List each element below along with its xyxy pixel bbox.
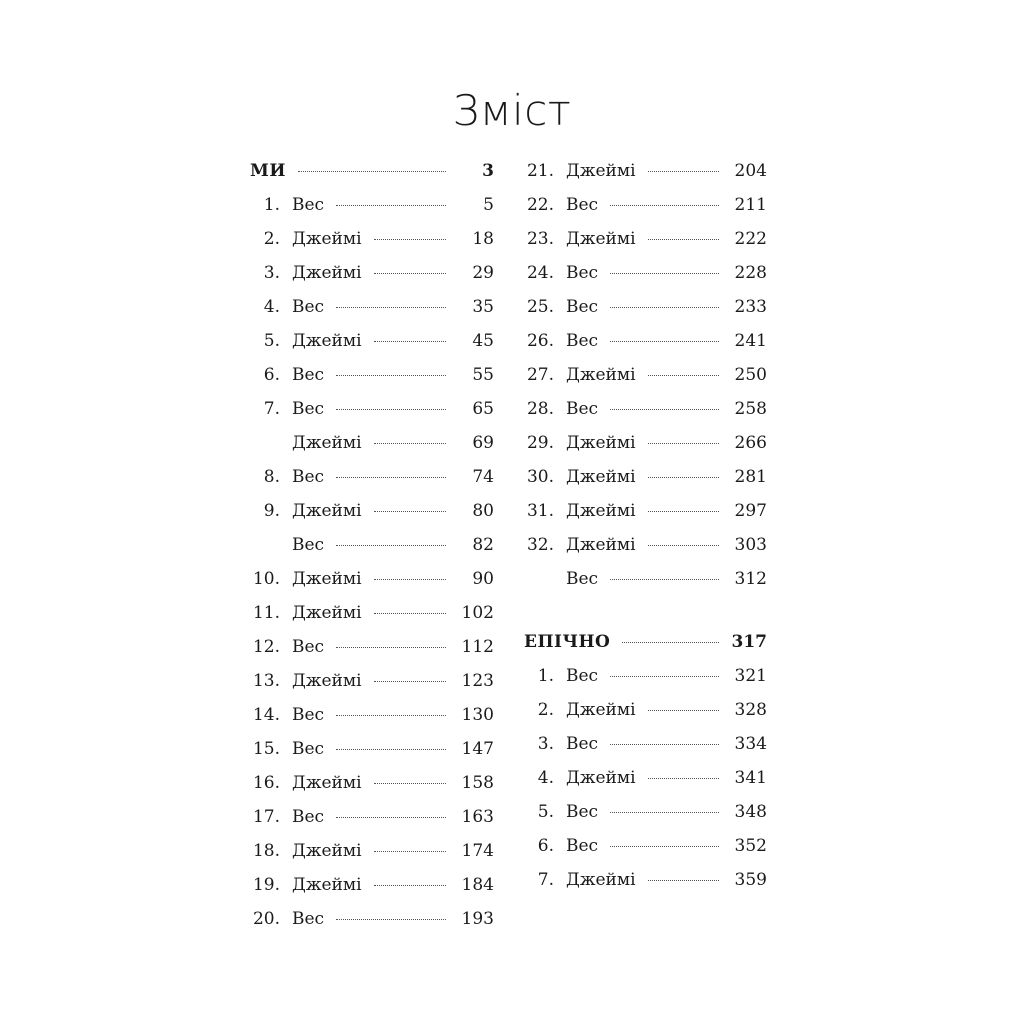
- chapter-title: Вес: [292, 909, 325, 929]
- chapter-number: 6.: [537, 836, 554, 856]
- page-number: 69: [472, 433, 494, 453]
- chapter-title: Джеймі: [292, 603, 362, 623]
- dot-leader: [298, 171, 446, 172]
- chapter-number: 30.: [526, 467, 554, 487]
- page-number: 341: [734, 768, 767, 788]
- chapter-number: 23.: [526, 229, 554, 249]
- toc-entry: [524, 426, 767, 460]
- chapter-title: Джеймі: [292, 501, 362, 521]
- toc-entry: [250, 902, 494, 936]
- page-number: 82: [472, 535, 494, 555]
- toc-entry: [250, 290, 494, 324]
- toc-entry: [250, 222, 494, 256]
- toc-section-heading: [250, 154, 494, 188]
- toc-entry: [250, 188, 494, 222]
- page-number: 130: [461, 705, 494, 725]
- page-number: 55: [472, 365, 494, 385]
- toc-entry: [524, 460, 767, 494]
- chapter-number: 8.: [263, 467, 280, 487]
- page-number: 18: [472, 229, 494, 249]
- toc-entry: [524, 795, 767, 829]
- toc-entry: [524, 562, 767, 596]
- chapter-number: 24.: [526, 263, 554, 283]
- chapter-number: 4.: [263, 297, 280, 317]
- page-number: 204: [734, 161, 767, 181]
- chapter-number: 15.: [252, 739, 280, 759]
- chapter-title: Вес: [292, 365, 325, 385]
- dot-leader: [648, 443, 719, 444]
- chapter-number: 1.: [537, 666, 554, 686]
- toc-entry: [250, 256, 494, 290]
- page-title: Зміст: [452, 86, 572, 135]
- chapter-number: 5.: [263, 331, 280, 351]
- chapter-number: 31.: [526, 501, 554, 521]
- chapter-number: 14.: [252, 705, 280, 725]
- page-number: 158: [461, 773, 494, 793]
- chapter-number: 20.: [252, 909, 280, 929]
- dot-leader: [610, 205, 719, 206]
- page-number: 29: [472, 263, 494, 283]
- dot-leader: [336, 647, 446, 648]
- page-number: 112: [461, 637, 494, 657]
- page-number: 228: [734, 263, 767, 283]
- dot-leader: [648, 880, 719, 881]
- toc-entry: [250, 664, 494, 698]
- chapter-title: Вес: [566, 263, 599, 283]
- chapter-title: Вес: [566, 802, 599, 822]
- page-number: 359: [734, 870, 767, 890]
- chapter-title: Вес: [292, 807, 325, 827]
- chapter-title: Джеймі: [292, 841, 362, 861]
- page-number: 352: [734, 836, 767, 856]
- chapter-title: Вес: [292, 637, 325, 657]
- chapter-number: 13.: [252, 671, 280, 691]
- page-number: 233: [734, 297, 767, 317]
- chapter-number: 27.: [526, 365, 554, 385]
- chapter-number: 29.: [526, 433, 554, 453]
- dot-leader: [336, 477, 446, 478]
- chapter-title: Джеймі: [566, 229, 636, 249]
- chapter-title: Вес: [566, 195, 599, 215]
- page-number: 3: [482, 161, 494, 181]
- chapter-title: Вес: [566, 331, 599, 351]
- chapter-number: 18.: [252, 841, 280, 861]
- chapter-title: Вес: [566, 666, 599, 686]
- dot-leader: [374, 273, 446, 274]
- chapter-title: Вес: [292, 399, 325, 419]
- chapter-title: Вес: [566, 836, 599, 856]
- dot-leader: [336, 919, 446, 920]
- chapter-number: 25.: [526, 297, 554, 317]
- toc-entry: [524, 256, 767, 290]
- dot-leader: [648, 778, 719, 779]
- toc-entry: [250, 732, 494, 766]
- chapter-number: 17.: [252, 807, 280, 827]
- chapter-title: Джеймі: [292, 433, 362, 453]
- dot-leader: [610, 744, 719, 745]
- dot-leader: [648, 710, 719, 711]
- chapter-title: Джеймі: [292, 229, 362, 249]
- toc-entry: [250, 834, 494, 868]
- chapter-title: Вес: [292, 297, 325, 317]
- page-number: 5: [483, 195, 494, 215]
- page-number: 258: [734, 399, 767, 419]
- page-number: 312: [734, 569, 767, 589]
- dot-leader: [336, 749, 446, 750]
- dot-leader: [374, 511, 446, 512]
- section-title: МИ: [250, 161, 286, 181]
- page-number: 222: [734, 229, 767, 249]
- toc-entry: [250, 460, 494, 494]
- page-number: 250: [734, 365, 767, 385]
- toc-entry: [250, 324, 494, 358]
- chapter-number: 1.: [263, 195, 280, 215]
- dot-leader: [610, 341, 719, 342]
- chapter-number: 10.: [252, 569, 280, 589]
- dot-leader: [622, 642, 719, 643]
- chapter-title: Вес: [566, 734, 599, 754]
- dot-leader: [374, 341, 446, 342]
- dot-leader: [648, 477, 719, 478]
- chapter-title: Джеймі: [566, 870, 636, 890]
- chapter-number: 2.: [263, 229, 280, 249]
- page-number: 174: [461, 841, 494, 861]
- page-number: 45: [472, 331, 494, 351]
- chapter-title: Джеймі: [292, 569, 362, 589]
- toc-entry: [250, 562, 494, 596]
- toc-entry: [524, 863, 767, 897]
- dot-leader: [336, 545, 446, 546]
- page-number: 123: [461, 671, 494, 691]
- chapter-title: Джеймі: [566, 700, 636, 720]
- toc-entry: [524, 154, 767, 188]
- dot-leader: [610, 409, 719, 410]
- dot-leader: [648, 545, 719, 546]
- chapter-number: 19.: [252, 875, 280, 895]
- chapter-title: Джеймі: [292, 671, 362, 691]
- toc-entry: [524, 761, 767, 795]
- chapter-title: Вес: [292, 535, 325, 555]
- chapter-title: Вес: [566, 399, 599, 419]
- chapter-title: Джеймі: [292, 263, 362, 283]
- dot-leader: [648, 375, 719, 376]
- toc-entry: [250, 800, 494, 834]
- toc-entry: [524, 528, 767, 562]
- dot-leader: [648, 511, 719, 512]
- chapter-title: Джеймі: [566, 501, 636, 521]
- dot-leader: [610, 846, 719, 847]
- dot-leader: [336, 409, 446, 410]
- chapter-title: Джеймі: [292, 875, 362, 895]
- dot-leader: [610, 676, 719, 677]
- dot-leader: [374, 579, 446, 580]
- page-number: 328: [734, 700, 767, 720]
- chapter-title: Джеймі: [566, 433, 636, 453]
- toc-entry: [524, 290, 767, 324]
- toc-entry: [524, 494, 767, 528]
- page-number: 211: [734, 195, 767, 215]
- toc-entry: [524, 659, 767, 693]
- dot-leader: [610, 812, 719, 813]
- page-number: 90: [472, 569, 494, 589]
- chapter-number: 32.: [526, 535, 554, 555]
- page-number: 297: [734, 501, 767, 521]
- chapter-title: Джеймі: [292, 773, 362, 793]
- chapter-title: Джеймі: [566, 161, 636, 181]
- page-number: 193: [461, 909, 494, 929]
- chapter-title: Джеймі: [292, 331, 362, 351]
- chapter-title: Вес: [566, 297, 599, 317]
- chapter-number: 3.: [263, 263, 280, 283]
- dot-leader: [610, 273, 719, 274]
- chapter-title: Джеймі: [566, 365, 636, 385]
- toc-entry: [250, 596, 494, 630]
- chapter-number: 9.: [263, 501, 280, 521]
- page-number: 334: [734, 734, 767, 754]
- toc-entry: [250, 868, 494, 902]
- toc-entry: [524, 829, 767, 863]
- page-number: 80: [472, 501, 494, 521]
- section-title: ЕПІЧНО: [524, 632, 611, 652]
- toc-entry: [524, 693, 767, 727]
- chapter-number: 28.: [526, 399, 554, 419]
- chapter-title: Вес: [292, 705, 325, 725]
- chapter-number: 12.: [252, 637, 280, 657]
- page-number: 241: [734, 331, 767, 351]
- toc-entry: [250, 630, 494, 664]
- chapter-number: 7.: [537, 870, 554, 890]
- chapter-number: 22.: [526, 195, 554, 215]
- dot-leader: [374, 783, 446, 784]
- chapter-number: 5.: [537, 802, 554, 822]
- dot-leader: [648, 239, 719, 240]
- toc-entry: [524, 188, 767, 222]
- chapter-number: 4.: [537, 768, 554, 788]
- chapter-title: Вес: [292, 467, 325, 487]
- dot-leader: [610, 579, 719, 580]
- page-number: 65: [472, 399, 494, 419]
- chapter-number: 3.: [537, 734, 554, 754]
- dot-leader: [374, 851, 446, 852]
- chapter-title: Джеймі: [566, 768, 636, 788]
- chapter-number: 11.: [252, 603, 280, 623]
- chapter-number: 6.: [263, 365, 280, 385]
- toc-entry: [524, 392, 767, 426]
- toc-entry: [250, 698, 494, 732]
- toc-entry: [250, 392, 494, 426]
- page-number: 266: [734, 433, 767, 453]
- chapter-title: Вес: [292, 195, 325, 215]
- page-number: 321: [734, 666, 767, 686]
- toc-entry: [524, 727, 767, 761]
- chapter-number: 26.: [526, 331, 554, 351]
- chapter-title: Вес: [566, 569, 599, 589]
- dot-leader: [648, 171, 719, 172]
- chapter-title: Вес: [292, 739, 325, 759]
- toc-entry: [250, 766, 494, 800]
- page-number: 303: [734, 535, 767, 555]
- chapter-number: 16.: [252, 773, 280, 793]
- dot-leader: [374, 443, 446, 444]
- page-number: 74: [472, 467, 494, 487]
- dot-leader: [336, 715, 446, 716]
- page-number: 184: [461, 875, 494, 895]
- toc-entry: [250, 426, 494, 460]
- toc-section-heading: [524, 625, 767, 659]
- page-number: 317: [731, 632, 767, 652]
- toc-entry: [524, 358, 767, 392]
- dot-leader: [336, 205, 446, 206]
- chapter-number: 7.: [263, 399, 280, 419]
- page-number: 348: [734, 802, 767, 822]
- page-number: 35: [472, 297, 494, 317]
- dot-leader: [374, 239, 446, 240]
- dot-leader: [374, 613, 446, 614]
- toc-entry: [524, 324, 767, 358]
- dot-leader: [374, 885, 446, 886]
- dot-leader: [336, 817, 446, 818]
- dot-leader: [374, 681, 446, 682]
- toc-entry: [250, 358, 494, 392]
- chapter-title: Джеймі: [566, 467, 636, 487]
- dot-leader: [336, 375, 446, 376]
- chapter-title: Джеймі: [566, 535, 636, 555]
- toc-entry: [250, 528, 494, 562]
- page-number: 147: [461, 739, 494, 759]
- page-number: 102: [461, 603, 494, 623]
- chapter-number: 21.: [526, 161, 554, 181]
- page-number: 163: [461, 807, 494, 827]
- chapter-number: 2.: [537, 700, 554, 720]
- toc-entry: [250, 494, 494, 528]
- dot-leader: [610, 307, 719, 308]
- dot-leader: [336, 307, 446, 308]
- toc-entry: [524, 222, 767, 256]
- page-number: 281: [734, 467, 767, 487]
